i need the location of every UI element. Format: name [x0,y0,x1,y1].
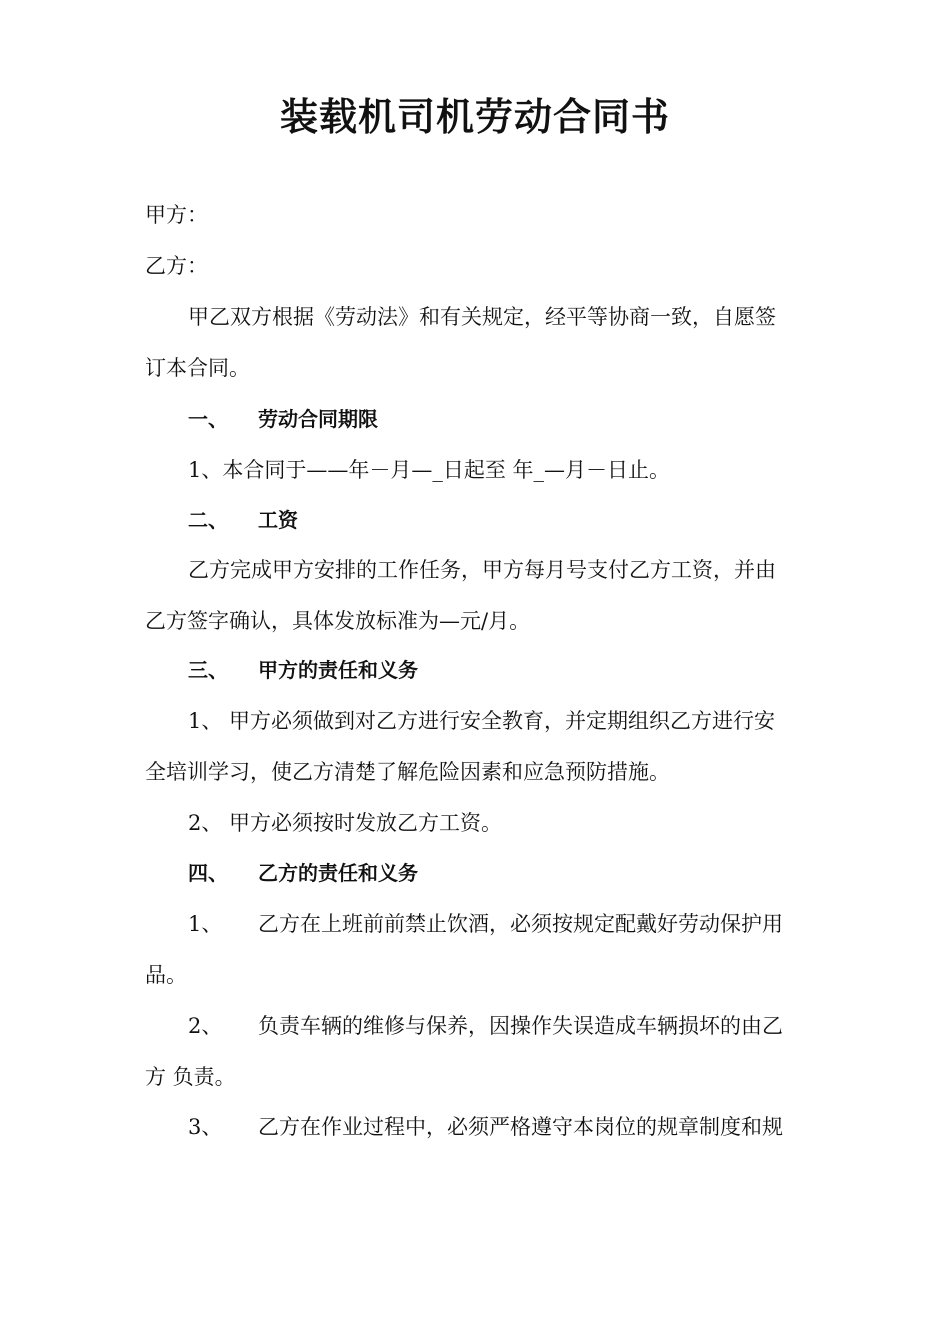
section-1-number: 一、 [188,407,228,431]
section-3-number: 三、 [188,658,228,682]
section-2-paragraph-line1: 乙方完成甲方安排的工作任务，甲方每月号支付乙方工资，并由 [188,558,776,582]
section-4-item-3-number: 3、 [188,1115,223,1139]
section-4-item-2-line1: 负责车辆的维修与保养，因操作失误造成车辆损坏的由乙 [258,1014,783,1038]
section-4-item-1-line1: 乙方在上班前前禁止饮酒，必须按规定配戴好劳动保护用 [258,912,783,936]
document-title: 装载机司机劳动合同书 [279,95,670,139]
section-4-item-1-number: 1、 [188,912,223,936]
intro-paragraph-line1: 甲乙双方根据《劳动法》和有关规定，经平等协商一致，自愿签 [188,305,776,329]
section-2-number: 二、 [188,508,228,532]
section-1-heading: 劳动合同期限 [258,407,378,431]
section-2-paragraph-line2: 乙方签字确认，具体发放标准为—元/月。 [145,609,531,633]
section-3-item-1-line1: 1、 甲方必须做到对乙方进行安全教育，并定期组织乙方进行安 [188,709,776,733]
section-1-item-1: 1、本合同于——年－月—_日起至 年_—月－日止。 [188,458,671,482]
section-4-heading: 乙方的责任和义务 [258,861,418,885]
section-4-item-3-line1: 乙方在作业过程中，必须严格遵守本岗位的规章制度和规 [258,1115,783,1139]
section-4-item-2-number: 2、 [188,1014,223,1038]
party-a-label: 甲方： [145,203,208,227]
party-b-label: 乙方： [145,254,208,278]
intro-paragraph-line2: 订本合同。 [145,356,250,380]
section-3-item-2: 2、 甲方必须按时发放乙方工资。 [188,811,503,835]
section-4-item-1-line2: 品。 [145,963,187,987]
section-2-heading: 工资 [258,508,298,532]
section-4-number: 四、 [188,861,228,885]
section-3-heading: 甲方的责任和义务 [258,658,418,682]
section-3-item-1-line2: 全培训学习，使乙方清楚了解危险因素和应急预防措施。 [145,760,670,784]
section-4-item-2-line2: 方 负责。 [145,1065,236,1089]
